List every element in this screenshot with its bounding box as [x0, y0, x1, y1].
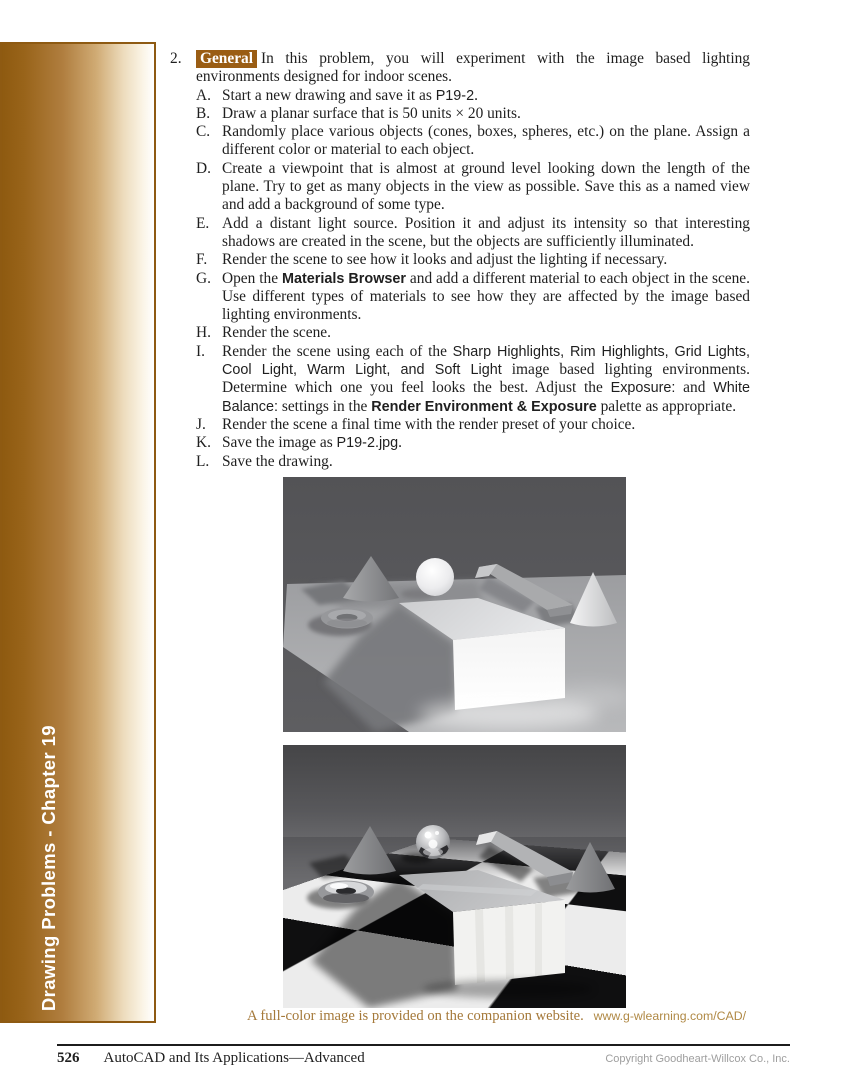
step-letter: D.: [196, 159, 211, 177]
problem-step: [196, 105, 750, 123]
step-letter: G.: [196, 269, 211, 287]
step-text: [222, 105, 750, 123]
step-text: [222, 251, 750, 269]
problem-step: [196, 324, 750, 342]
step-text: [222, 416, 750, 434]
step-text: [222, 434, 750, 452]
step-text: [222, 270, 750, 325]
left-cone: [343, 826, 396, 875]
problem-step: [196, 160, 750, 215]
step-text-segment: Start a new drawing and save it as: [222, 86, 436, 104]
book-title: AutoCAD and Its Applications—Advanced: [103, 1050, 365, 1066]
step-text: [222, 123, 750, 160]
render-2-scene: [283, 745, 626, 1008]
problem-body: [196, 50, 750, 471]
footer-rule: [57, 1044, 790, 1046]
figure-caption: A full-color image is provided on the companion website.: [247, 1008, 584, 1024]
step-letter: I.: [196, 342, 205, 360]
companion-website-url: www.g-wlearning.com/CAD/: [593, 1009, 746, 1023]
step-text: [222, 87, 750, 105]
page-number: 526: [57, 1050, 80, 1066]
step-text-segment: Render Environment & Exposure: [371, 398, 597, 415]
torus-object: [318, 881, 374, 904]
step-text-segment: White Balance:: [222, 380, 750, 415]
problem-step: [196, 453, 750, 471]
step-text-segment: and: [675, 379, 714, 397]
figure-stack: [283, 477, 626, 1008]
step-text-segment: Render the scene a final time with the render preset of your choice.: [222, 415, 636, 433]
step-text-segment: .: [474, 86, 478, 104]
step-text: [222, 160, 750, 215]
chapter-sidebar: [0, 42, 156, 1023]
problem-intro: [196, 50, 750, 87]
step-text: [222, 343, 750, 416]
problem-intro-text: In this problem, you will experiment with the image based lighting environments designed for indoor scenes.: [196, 50, 750, 86]
problem-steps: [196, 87, 750, 471]
page-footer: [57, 1050, 790, 1067]
step-text-segment: and add a different material to each object in the scene. Use different types of materials to see how they are affected by the image based lighting environments.: [222, 269, 750, 324]
problem-number: 2.: [170, 50, 182, 67]
sidebar-chapter-label: Drawing Problems - Chapter 19: [38, 724, 59, 1011]
step-letter: J.: [196, 415, 206, 433]
step-text-segment: Save the image as: [222, 434, 337, 452]
general-tag: General: [196, 50, 257, 68]
step-letter: E.: [196, 214, 210, 232]
step-text-segment: Create a viewpoint that is almost at ground level looking down the length of the plane. Try to get as many objects in the view as possible. Save this as a named view and add a background of some type.: [222, 159, 750, 214]
step-text-segment: Draw a planar surface that is 50 units × 20 units.: [222, 104, 521, 122]
problem-2: [170, 50, 750, 471]
step-text-segment: Render the scene to see how it looks and adjust the lighting if necessary.: [222, 251, 668, 269]
problem-step: [196, 251, 750, 269]
step-text-segment: Sharp Highlights, Rim Highlights, Grid Lights, Cool Light, Warm Light, and Soft Light: [222, 343, 750, 379]
step-text: [222, 453, 750, 471]
torus-object: [321, 608, 373, 629]
step-text-segment: settings in the: [278, 397, 372, 415]
step-letter: A.: [196, 86, 211, 104]
step-text-segment: palette as appropriate.: [596, 397, 737, 415]
step-text: [222, 215, 750, 252]
copyright-notice: Copyright Goodheart-Willcox Co., Inc.: [605, 1053, 790, 1065]
problem-content: [170, 50, 750, 471]
render-preview-2: [283, 745, 626, 1008]
sphere-object: [416, 558, 454, 596]
step-letter: K.: [196, 434, 211, 452]
step-text: [222, 324, 750, 342]
render-1-scene: [283, 477, 626, 732]
step-letter: F.: [196, 251, 208, 269]
step-letter: H.: [196, 324, 211, 342]
step-text-segment: Exposure:: [610, 380, 676, 397]
problem-step: [196, 87, 750, 105]
step-letter: L.: [196, 452, 210, 470]
step-text-segment: Randomly place various objects (cones, boxes, spheres, etc.) on the plane. Assign a different color or material to each object.: [222, 123, 750, 159]
step-letter: C.: [196, 123, 211, 141]
render-preview-1: [283, 477, 626, 732]
problem-step: [196, 215, 750, 252]
problem-step: [196, 123, 750, 160]
left-cone: [343, 556, 399, 602]
step-text-segment: Materials Browser: [281, 270, 407, 287]
right-cone: [566, 842, 615, 893]
step-text-segment: Render the scene.: [222, 324, 331, 342]
problem-step: [196, 434, 750, 452]
step-text-segment: image based lighting environments. Determine which one you feel looks the best. Adjust the: [222, 361, 750, 397]
figure-caption-row: [247, 1008, 746, 1025]
step-text-segment: Render the scene using each of the: [222, 342, 453, 360]
step-text-segment: P19-2.jpg: [336, 435, 399, 452]
glass-sphere-object: [416, 825, 450, 859]
step-text-segment: Save the drawing.: [222, 452, 333, 470]
problem-step: [196, 343, 750, 416]
step-text-segment: Add a distant light source. Position it and adjust its intensity so that interesting shadows are created in the scene, but the objects are sufficiently illuminated.: [222, 214, 750, 250]
step-letter: B.: [196, 104, 211, 122]
step-text-segment: P19-2: [435, 87, 475, 104]
problem-step: [196, 416, 750, 434]
problem-step: [196, 270, 750, 325]
step-text-segment: .: [398, 434, 403, 452]
step-text-segment: Open the: [222, 269, 282, 287]
